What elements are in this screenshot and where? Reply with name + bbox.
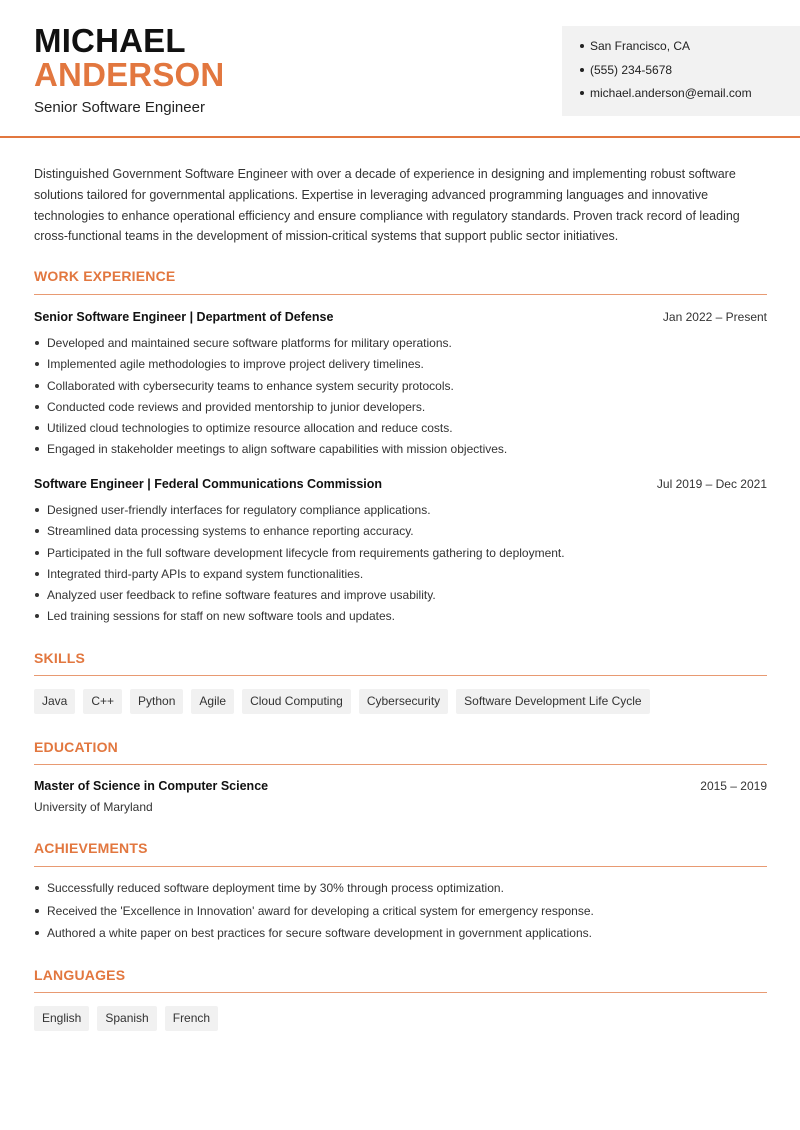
summary-text: Distinguished Government Software Engineer with over a decade of experience in designing and implementing robust software solutions tailored for governmental applications. Expertise in leveraging advanced programming languages and innovative technologies to enhance operational efficiency and ensure compliance with regulatory standards. Proven track record of leading cross-functional teams in the development of mission-critical systems that support public sector initiatives. xyxy=(34,167,740,244)
list-item: Utilized cloud technologies to optimize resource allocation and reduce costs. xyxy=(34,420,767,441)
contact-location: San Francisco, CA xyxy=(580,38,800,62)
education-divider xyxy=(34,764,767,765)
job-2-dates: Jul 2019 – Dec 2021 xyxy=(656,477,767,491)
list-item: Designed user-friendly interfaces for regulatory compliance applications. xyxy=(34,502,767,523)
list-item: Successfully reduced software deployment time by 30% through process optimization. xyxy=(34,880,767,903)
resume-header xyxy=(0,0,800,138)
job-title: Senior Software Engineer xyxy=(34,99,205,116)
list-item: Analyzed user feedback to refine software features and improve usability. xyxy=(34,587,767,608)
list-item: Collaborated with cybersecurity teams to enhance system security protocols. xyxy=(34,378,767,399)
work-experience-divider xyxy=(34,294,767,295)
job-2-bullets xyxy=(34,502,767,630)
education-degree: Master of Science in Computer Science xyxy=(34,779,269,793)
achievements-heading: ACHIEVEMENTS xyxy=(34,840,148,856)
education-dates: 2015 – 2019 xyxy=(700,779,767,793)
education-school: University of Maryland xyxy=(34,800,153,814)
list-item: Integrated third-party APIs to expand system functionalities. xyxy=(34,566,767,587)
contact-phone: (555) 234-5678 xyxy=(580,62,800,86)
skill-chip: Cybersecurity xyxy=(359,689,448,714)
list-item: Conducted code reviews and provided mentorship to junior developers. xyxy=(34,399,767,420)
skill-chip: Cloud Computing xyxy=(242,689,351,714)
list-item: Streamlined data processing systems to enhance reporting accuracy. xyxy=(34,523,767,544)
work-experience-heading: WORK EXPERIENCE xyxy=(34,268,176,284)
language-chip: Spanish xyxy=(97,1006,156,1031)
list-item: Authored a white paper on best practices for secure software development in government applications. xyxy=(34,925,767,948)
languages-list xyxy=(34,1006,218,1031)
list-item: Engaged in stakeholder meetings to align software capabilities with mission objectives. xyxy=(34,441,767,462)
contact-box xyxy=(562,26,800,116)
language-chip: French xyxy=(165,1006,218,1031)
skills-divider xyxy=(34,675,767,676)
skill-chip: Java xyxy=(34,689,75,714)
languages-divider xyxy=(34,992,767,993)
list-item: Received the 'Excellence in Innovation' award for developing a critical system for emergency response. xyxy=(34,903,767,926)
list-item: Led training sessions for staff on new software tools and updates. xyxy=(34,608,767,629)
job-1-dates: Jan 2022 – Present xyxy=(662,310,767,324)
last-name: ANDERSON xyxy=(34,56,225,93)
list-item: Participated in the full software development lifecycle from requirements gathering to deployment. xyxy=(34,545,767,566)
job-2-title: Software Engineer | Federal Communications Commission xyxy=(34,477,383,491)
list-item: Developed and maintained secure software platforms for military operations. xyxy=(34,335,767,356)
list-item: Implemented agile methodologies to improve project delivery timelines. xyxy=(34,356,767,377)
language-chip: English xyxy=(34,1006,89,1031)
achievements-divider xyxy=(34,866,767,867)
languages-heading: LANGUAGES xyxy=(34,967,126,983)
skill-chip: Software Development Life Cycle xyxy=(456,689,649,714)
education-heading: EDUCATION xyxy=(34,739,118,755)
job-1-title: Senior Software Engineer | Department of Defense xyxy=(34,310,334,324)
skill-chip: Python xyxy=(130,689,183,714)
skill-chip: Agile xyxy=(191,689,234,714)
achievements-list xyxy=(34,880,767,948)
skills-list xyxy=(34,689,650,714)
job-1-bullets xyxy=(34,335,767,463)
contact-email[interactable]: michael.anderson@email.com xyxy=(580,85,800,109)
first-name: MICHAEL xyxy=(34,22,186,59)
skill-chip: C++ xyxy=(83,689,122,714)
skills-heading: SKILLS xyxy=(34,650,85,666)
